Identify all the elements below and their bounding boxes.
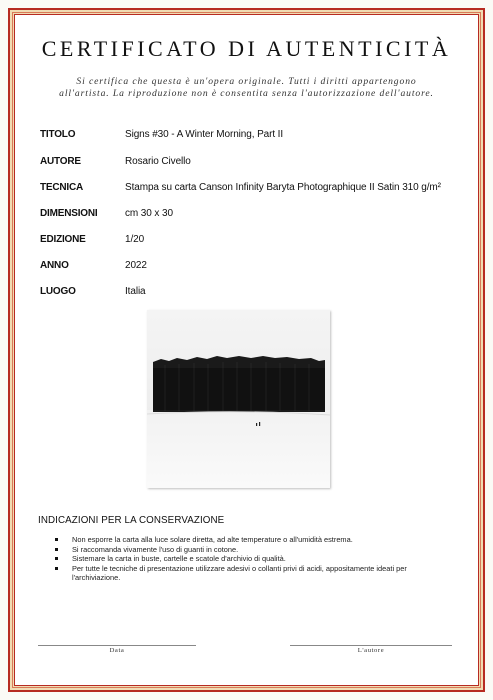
field-value: Signs #30 - A Winter Morning, Part II (125, 129, 284, 140)
bullet-icon (55, 557, 58, 560)
certificate-title: CERTIFICATO DI AUTENTICITÀ (41, 36, 452, 61)
subtitle-line-1: Si certifica che questa è un'opera originale. Tutti i diritti appartengono (76, 76, 417, 87)
field-label: EDIZIONE (40, 234, 86, 245)
certificate-subtitle (30, 76, 463, 100)
bullet-icon (55, 538, 58, 541)
artwork-photo (147, 310, 330, 488)
date-label: Data (109, 647, 125, 654)
bullet-icon (55, 567, 58, 570)
field-value: Rosario Civello (125, 156, 191, 167)
field-label: ANNO (40, 260, 69, 271)
field-value: 2022 (125, 260, 147, 271)
field-label: LUOGO (40, 286, 76, 297)
field-label: TITOLO (40, 129, 76, 140)
date-signature-line (38, 645, 196, 646)
subtitle-line-2: all'artista. La riproduzione non è consentita senza l'autorizzazione dell'autore. (59, 88, 434, 99)
field-value: Stampa su carta Canson Infinity Baryta Photographique II Satin 310 g/m² (125, 182, 441, 193)
artwork-photo-image (147, 310, 330, 488)
field-label: DIMENSIONI (40, 208, 98, 219)
field-value: cm 30 x 30 (125, 208, 173, 219)
care-section-title: INDICAZIONI PER LA CONSERVAZIONE (38, 515, 225, 526)
list-item: Si raccomanda vivamente l'uso di guanti in cotone. (55, 545, 455, 555)
list-item: Sistemare la carta in buste, cartelle e scatole d'archivio di qualità. (55, 554, 455, 564)
field-label: TECNICA (40, 182, 84, 193)
author-label: L'autore (357, 647, 385, 654)
author-signature-line (290, 645, 452, 646)
bullet-icon (55, 548, 58, 551)
field-value: Italia (125, 286, 146, 297)
list-item-continuation: l'archiviazione. (72, 573, 121, 583)
list-item: Non esporre la carta alla luce solare diretta, ad alte temperature o all'umidità estrema. (55, 535, 455, 545)
field-label: AUTORE (40, 156, 81, 167)
care-instructions-list (55, 535, 455, 583)
list-item: Per tutte le tecniche di presentazione utilizzare adesivi o collanti privi di acidi, appositamente ideati per (55, 564, 455, 574)
field-value: 1/20 (125, 234, 145, 245)
